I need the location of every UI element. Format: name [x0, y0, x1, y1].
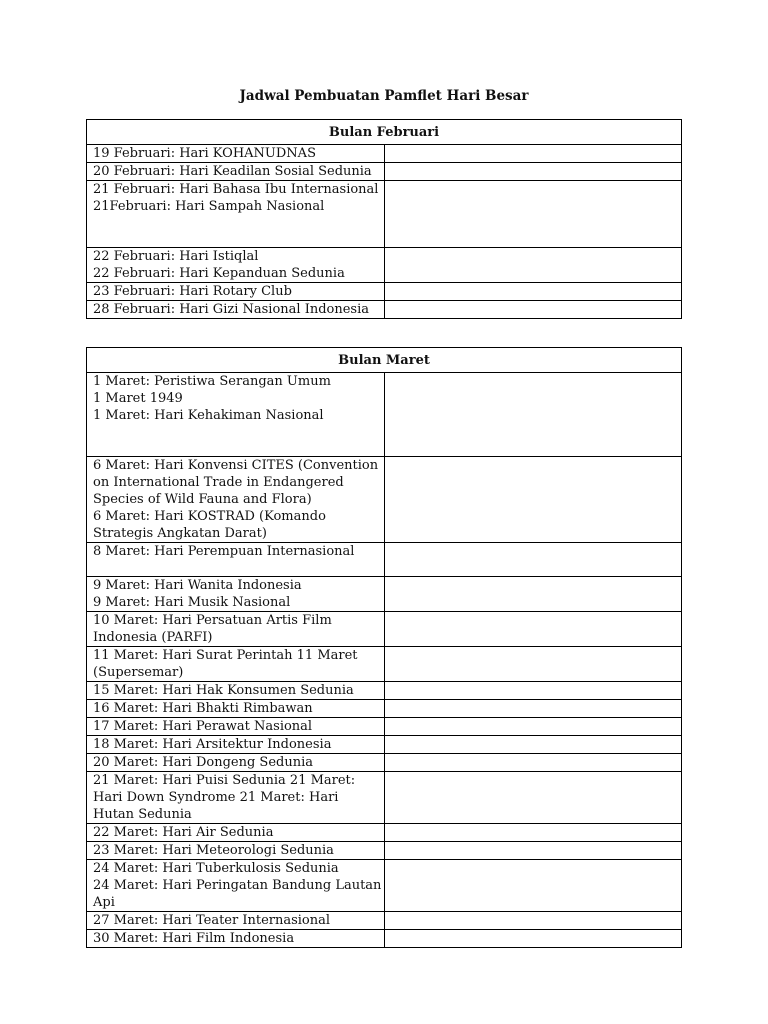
table-row	[87, 181, 682, 248]
table-row	[87, 248, 682, 283]
empty-cell	[384, 824, 682, 842]
event-line: 16 Maret: Hari Bhakti Rimbawan	[93, 701, 313, 716]
event-line: 10 Maret: Hari Persatuan Artis Film Indonesia (PARFI)	[93, 613, 332, 645]
empty-cell	[384, 283, 682, 301]
event-cell	[87, 842, 385, 860]
event-line: 21 Februari: Hari Bahasa Ibu Internasional	[93, 182, 379, 197]
event-cell	[87, 577, 385, 612]
event-cell	[87, 736, 385, 754]
event-line: 9 Maret: Hari Wanita Indonesia	[93, 578, 302, 593]
event-cell	[87, 145, 385, 163]
event-line: 19 Februari: Hari KOHANUDNAS	[93, 146, 316, 161]
event-line: 17 Maret: Hari Perawat Nasional	[93, 719, 313, 734]
empty-cell	[384, 181, 682, 248]
event-cell	[87, 373, 385, 457]
event-line: 1 Maret: Hari Kehakiman Nasional	[93, 408, 324, 423]
table-row	[87, 718, 682, 736]
table-row	[87, 842, 682, 860]
event-cell	[87, 181, 385, 248]
table-row	[87, 700, 682, 718]
table-row	[87, 930, 682, 948]
event-cell	[87, 860, 385, 912]
table-row	[87, 772, 682, 824]
table-row	[87, 860, 682, 912]
empty-cell	[384, 163, 682, 181]
empty-cell	[384, 842, 682, 860]
table-row	[87, 577, 682, 612]
event-cell	[87, 163, 385, 181]
table-row	[87, 163, 682, 181]
table-row	[87, 457, 682, 543]
table-row	[87, 373, 682, 457]
event-cell	[87, 283, 385, 301]
table-row	[87, 612, 682, 647]
event-line: 15 Maret: Hari Hak Konsumen Sedunia	[93, 683, 354, 698]
table-row	[87, 145, 682, 163]
event-line: 21 Maret: Hari Puisi Sedunia 21 Maret: Hari Down Syndrome 21 Maret: Hari Hutan Sedunia	[93, 773, 356, 822]
event-line: 22 Maret: Hari Air Sedunia	[93, 825, 274, 840]
event-cell	[87, 930, 385, 948]
event-cell	[87, 612, 385, 647]
empty-cell	[384, 700, 682, 718]
empty-cell	[384, 612, 682, 647]
event-line: 1 Maret 1949	[93, 391, 183, 406]
event-cell	[87, 824, 385, 842]
event-line: 20 Februari: Hari Keadilan Sosial Sedunia	[93, 164, 372, 179]
event-line: 8 Maret: Hari Perempuan Internasional	[93, 544, 355, 559]
empty-cell	[384, 860, 682, 912]
event-line: 27 Maret: Hari Teater Internasional	[93, 913, 331, 928]
table-row	[87, 824, 682, 842]
empty-cell	[384, 754, 682, 772]
event-line: 24 Maret: Hari Peringatan Bandung Lautan Api	[93, 878, 382, 910]
event-line: 21Februari: Hari Sampah Nasional	[93, 199, 325, 214]
event-line: 22 Februari: Hari Istiqlal	[93, 249, 259, 264]
event-line: 20 Maret: Hari Dongeng Sedunia	[93, 755, 314, 770]
empty-cell	[384, 647, 682, 682]
event-cell	[87, 718, 385, 736]
table-header-maret: Bulan Maret	[87, 348, 682, 373]
table-row	[87, 912, 682, 930]
event-line: 24 Maret: Hari Tuberkulosis Sedunia	[93, 861, 339, 876]
table-row	[87, 283, 682, 301]
event-cell	[87, 248, 385, 283]
empty-cell	[384, 301, 682, 319]
table-header-februari: Bulan Februari	[87, 120, 682, 145]
event-cell	[87, 912, 385, 930]
empty-cell	[384, 543, 682, 577]
event-line: 28 Februari: Hari Gizi Nasional Indonesia	[93, 302, 369, 317]
table-row	[87, 754, 682, 772]
event-cell	[87, 647, 385, 682]
empty-cell	[384, 736, 682, 754]
event-line: 6 Maret: Hari Konvensi CITES (Convention on International Trade in Endangered Species of Wild Fauna and Flora)	[93, 458, 379, 507]
table-row	[87, 543, 682, 577]
event-cell	[87, 543, 385, 577]
event-line: 1 Maret: Peristiwa Serangan Umum	[93, 374, 331, 389]
event-cell	[87, 754, 385, 772]
empty-cell	[384, 772, 682, 824]
event-line: 30 Maret: Hari Film Indonesia	[93, 931, 295, 946]
event-line: 18 Maret: Hari Arsitektur Indonesia	[93, 737, 332, 752]
event-cell	[87, 772, 385, 824]
table-row	[87, 301, 682, 319]
event-cell	[87, 700, 385, 718]
empty-cell	[384, 577, 682, 612]
empty-cell	[384, 718, 682, 736]
document-title: Jadwal Pembuatan Pamflet Hari Besar	[239, 88, 529, 104]
table-maret	[86, 347, 682, 948]
empty-cell	[384, 373, 682, 457]
event-line: 9 Maret: Hari Musik Nasional	[93, 595, 291, 610]
table-row	[87, 736, 682, 754]
event-line: 11 Maret: Hari Surat Perintah 11 Maret (Supersemar)	[93, 648, 358, 680]
event-cell	[87, 682, 385, 700]
empty-cell	[384, 912, 682, 930]
event-line: 23 Maret: Hari Meteorologi Sedunia	[93, 843, 334, 858]
empty-cell	[384, 145, 682, 163]
empty-cell	[384, 930, 682, 948]
event-cell	[87, 457, 385, 543]
table-februari	[86, 119, 682, 319]
event-line: 6 Maret: Hari KOSTRAD (Komando Strategis Angkatan Darat)	[93, 509, 326, 541]
empty-cell	[384, 682, 682, 700]
event-line: 23 Februari: Hari Rotary Club	[93, 284, 292, 299]
empty-cell	[384, 457, 682, 543]
table-row	[87, 647, 682, 682]
event-line: 22 Februari: Hari Kepanduan Sedunia	[93, 266, 345, 281]
table-row	[87, 682, 682, 700]
event-cell	[87, 301, 385, 319]
empty-cell	[384, 248, 682, 283]
